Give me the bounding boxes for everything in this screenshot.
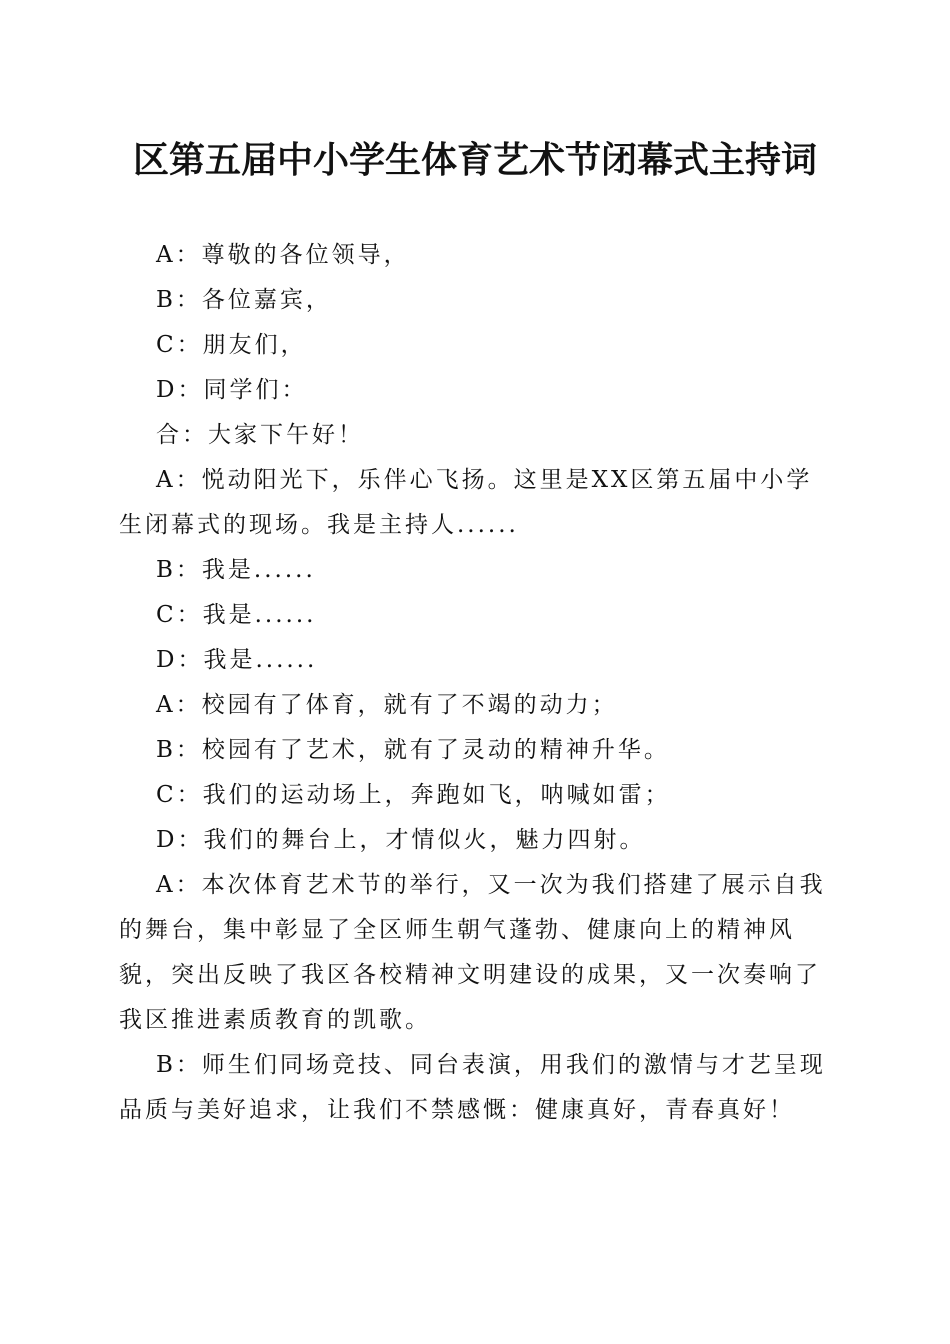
paragraph: B：各位嘉宾， bbox=[156, 287, 332, 313]
paragraph: B：师生们同场竞技、同台表演，用我们的激情与才艺呈现品质与美好追求，让我们不禁感慨：健康真好，青春真好！ bbox=[119, 1052, 826, 1123]
paragraph: A：尊敬的各位领导， bbox=[156, 242, 410, 268]
document-body bbox=[119, 233, 831, 1133]
paragraph: C：朋友们， bbox=[156, 332, 307, 358]
paragraph: D：同学们： bbox=[156, 377, 308, 403]
paragraph: A：校园有了体育，就有了不竭的动力； bbox=[156, 692, 618, 718]
paragraph: C：我是...... bbox=[156, 602, 317, 628]
paragraph: D：我是...... bbox=[156, 647, 318, 673]
paragraph: C：我们的运动场上，奔跑如飞，呐喊如雷； bbox=[156, 782, 671, 808]
document-title: 区第五届中小学生体育艺术节闭幕式主持词 bbox=[132, 139, 817, 181]
paragraph: 合：大家下午好！ bbox=[156, 422, 364, 448]
paragraph: A：本次体育艺术节的举行，又一次为我们搭建了展示自我的舞台，集中彰显了全区师生朝气蓬勃、健康向上的精神风貌，突出反映了我区各校精神文明建设的成果，又一次奏响了我区推进素质教育的凯歌。 bbox=[119, 872, 826, 1033]
paragraph: B：我是...... bbox=[156, 557, 316, 583]
paragraph: D：我们的舞台上，才情似火，魅力四射。 bbox=[156, 827, 646, 853]
paragraph: B：校园有了艺术，就有了灵动的精神升华。 bbox=[156, 737, 670, 763]
paragraph: A：悦动阳光下，乐伴心飞扬。这里是XX区第五届中小学生闭幕式的现场。我是主持人...... bbox=[119, 467, 813, 538]
